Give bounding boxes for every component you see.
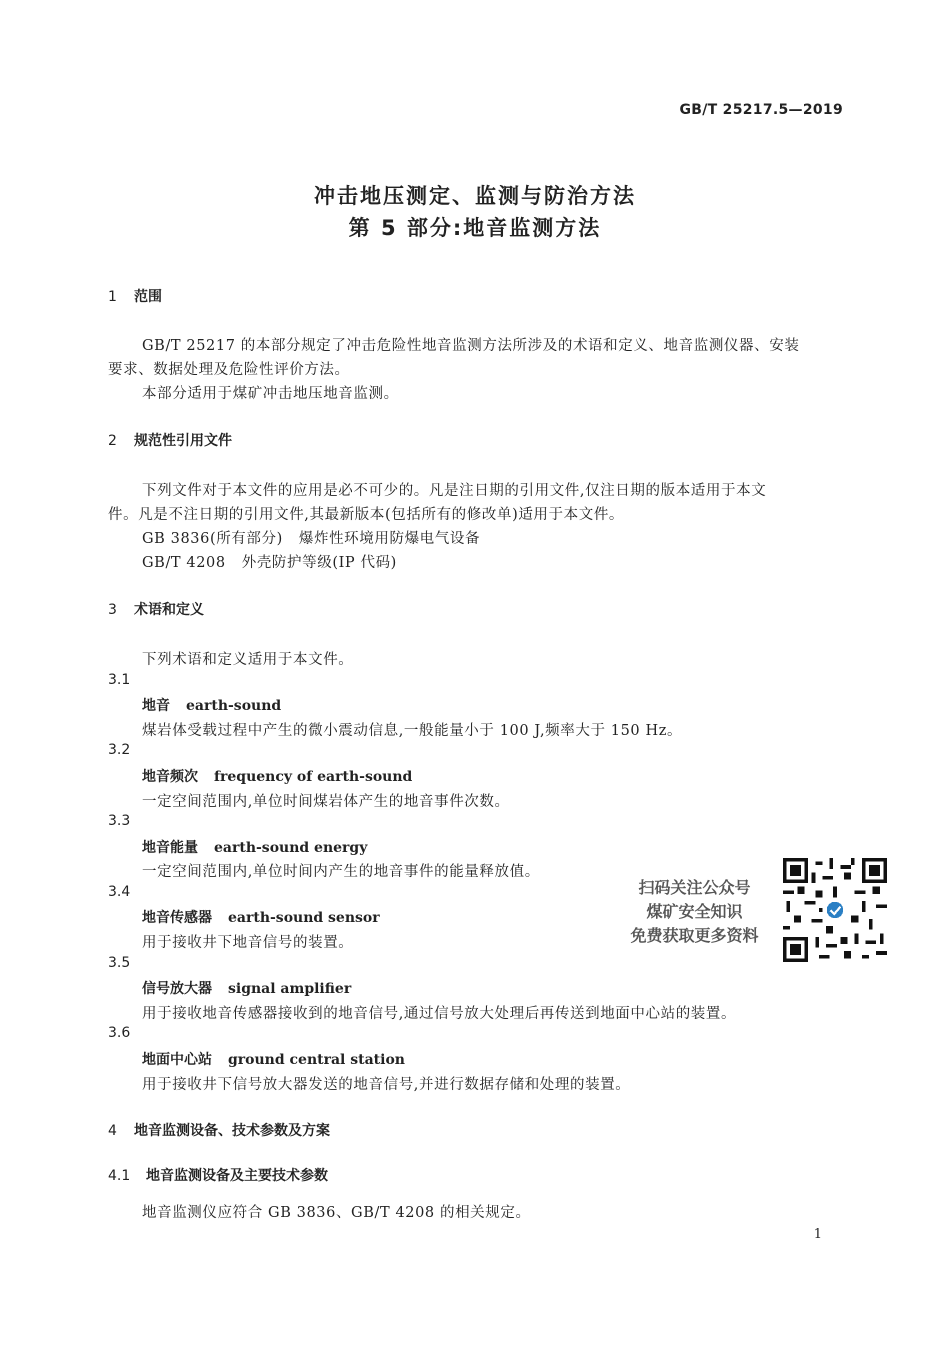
term-chinese: 地音能量 (142, 840, 198, 856)
subsection-number: 4.1 (108, 1168, 131, 1184)
term-chinese: 地面中心站 (142, 1052, 212, 1068)
term-definition: 一定空间范围内,单位时间内产生的地音事件的能量释放值。 (142, 864, 540, 880)
term-name (142, 978, 351, 998)
watermark-text (612, 876, 777, 948)
term-name (142, 695, 281, 715)
term-definition: 用于接收地音传感器接收到的地音信号,通过信号放大处理后再传送到地面中心站的装置。 (142, 1006, 737, 1022)
term-name (142, 766, 412, 786)
term-number: 3.4 (108, 884, 131, 900)
term-chinese: 信号放大器 (142, 981, 212, 997)
section-1-heading (108, 286, 162, 306)
term-definition: 一定空间范围内,单位时间煤岩体产生的地音事件次数。 (142, 794, 510, 810)
term-definition: 煤岩体受载过程中产生的微小震动信息,一般能量小于 100 J,频率大于 150 Hz。 (142, 723, 683, 739)
qr-code-icon (783, 858, 887, 962)
term-number: 3.5 (108, 955, 131, 971)
page-number: 1 (813, 1227, 822, 1242)
normative-reference (142, 551, 397, 572)
term-number: 3.1 (108, 672, 131, 688)
reference-code: GB 3836(所有部分) (142, 531, 283, 547)
document-title-line2: 第 5 部分:地音监测方法 (348, 216, 602, 240)
watermark-line: 扫码关注公众号 (638, 878, 751, 897)
normative-reference (142, 527, 480, 548)
watermark-line: 免费获取更多资料 (630, 926, 759, 945)
term-english: frequency of earth-sound (214, 769, 413, 785)
section-3-heading (108, 599, 204, 619)
section-title: 范围 (134, 289, 162, 305)
section-number: 3 (108, 602, 117, 618)
section-title: 地音监测设备、技术参数及方案 (134, 1123, 330, 1139)
term-chinese: 地音 (142, 698, 170, 714)
term-english: earth-sound energy (214, 840, 368, 856)
paragraph-continuation: 要求、数据处理及危险性评价方法。 (108, 362, 350, 378)
term-name (142, 837, 367, 857)
section-number: 1 (108, 289, 117, 305)
document-title-line1: 冲击地压测定、监测与防治方法 (314, 184, 636, 208)
section-title: 规范性引用文件 (134, 433, 232, 449)
term-name (142, 1049, 405, 1069)
term-english: earth-sound (186, 698, 282, 714)
paragraph: 本部分适用于煤矿冲击地压地音监测。 (142, 386, 399, 402)
term-english: ground central station (228, 1052, 405, 1068)
term-number: 3.3 (108, 813, 131, 829)
subsection-4-1-heading (108, 1165, 328, 1185)
reference-name: 爆炸性环境用防爆电气设备 (298, 531, 481, 547)
section-2-heading (108, 430, 232, 450)
term-english: signal amplifier (228, 981, 352, 997)
watermark-line: 煤矿安全知识 (646, 902, 743, 921)
term-number: 3.6 (108, 1025, 131, 1041)
paragraph-continuation: 件。凡是不注日期的引用文件,其最新版本(包括所有的修改单)适用于本文件。 (108, 507, 625, 523)
standard-number: GB/T 25217.5—2019 (679, 102, 843, 118)
section-4-heading (108, 1120, 330, 1140)
subsection-title: 地音监测设备及主要技术参数 (146, 1168, 328, 1184)
term-number: 3.2 (108, 742, 131, 758)
paragraph: 地音监测仪应符合 GB 3836、GB/T 4208 的相关规定。 (142, 1205, 531, 1221)
section-number: 2 (108, 433, 117, 449)
section-number: 4 (108, 1123, 117, 1139)
term-chinese: 地音频次 (142, 769, 198, 785)
section-title: 术语和定义 (134, 602, 204, 618)
paragraph: 下列术语和定义适用于本文件。 (142, 652, 354, 668)
term-name (142, 907, 380, 927)
reference-code: GB/T 4208 (142, 555, 226, 571)
paragraph: 下列文件对于本文件的应用是必不可少的。凡是注日期的引用文件,仅注日期的版本适用于本文 (142, 483, 767, 499)
term-chinese: 地音传感器 (142, 910, 212, 926)
term-english: earth-sound sensor (228, 910, 380, 926)
term-definition: 用于接收井下地音信号的装置。 (142, 935, 354, 951)
term-definition: 用于接收井下信号放大器发送的地音信号,并进行数据存储和处理的装置。 (142, 1077, 631, 1093)
reference-name: 外壳防护等级(IP 代码) (241, 555, 397, 571)
paragraph: GB/T 25217 的本部分规定了冲击危险性地音监测方法所涉及的术语和定义、地音监测仪器、安装 (142, 338, 800, 354)
